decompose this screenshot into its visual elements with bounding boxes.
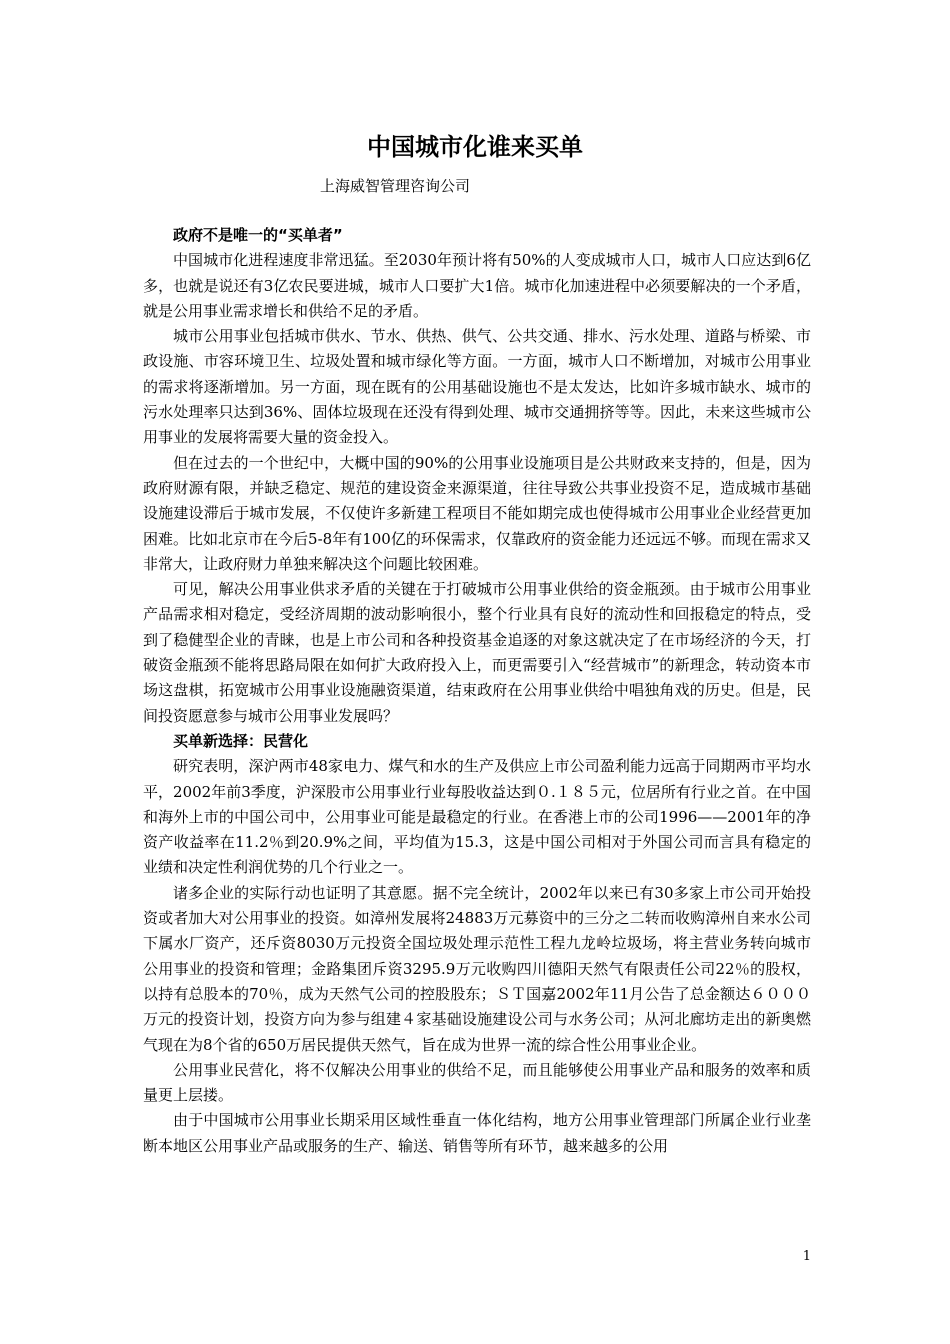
paragraph: 研究表明，深沪两市48家电力、煤气和水的生产及供应上市公司盈利能力远高于同期两市平均水平，2002年前3季度，沪深股市公用事业行业每股收益达到０.１８５元，位居所有行业之首。在中国和海外上市的中国公司中，公用事业可能是最稳定的行业。在香港上市的公司1996——2001年的净资产收益率在11.2％到20.9%之间，平均值为15.3，这是中国公司相对于外国公司而言具有稳定的业绩和决定性利润优势的几个行业之一。 — [143, 757, 811, 877]
paragraph: 城市公用事业包括城市供水、节水、供热、供气、公共交通、排水、污水处理、道路与桥梁、市政设施、市容环境卫生、垃圾处置和城市绿化等方面。一方面，城市人口不断增加，对城市公用事业的需求将逐渐增加。另一方面，现在既有的公用基础设施也不是太发达，比如许多城市缺水、城市的污水处理率只达到36%、固体垃圾现在还没有得到处理、城市交通拥挤等等。因此，未来这些城市公用事业的发展将需要大量的资金投入。 — [143, 327, 811, 447]
document-title: 中国城市化谁来买单 — [367, 133, 583, 161]
section-heading: 政府不是唯一的“买单者” — [173, 226, 343, 244]
document-author: 上海威智管理咨询公司 — [320, 177, 471, 195]
document-body — [143, 223, 811, 1159]
paragraph: 公用事业民营化，将不仅解决公用事业的供给不足，而且能够使公用事业产品和服务的效率和质量更上层搂。 — [143, 1060, 811, 1105]
paragraph: 中国城市化进程速度非常迅猛。至2030年预计将有50%的人变成城市人口，城市人口应达到6亿多，也就是说还有3亿农民要进城，城市人口要扩大1倍。城市化加速进程中必须要解决的一个矛盾，就是公用事业需求增长和供给不足的矛盾。 — [143, 251, 811, 320]
paragraph: 可见，解决公用事业供求矛盾的关键在于打破城市公用事业供给的资金瓶颈。由于城市公用事业产品需求相对稳定，受经济周期的波动影响很小，整个行业具有良好的流动性和回报稳定的特点，受到了稳健型企业的青睐，也是上市公司和各种投资基金追逐的对象这就决定了在市场经济的今天，打破资金瓶颈不能将思路局限在如何扩大政府投入上，而更需要引入“经营城市”的新理念，转动资本市场这盘棋，拓宽城市公用事业设施融资渠道，结束政府在公用事业供给中唱独角戏的历史。但是，民间投资愿意参与城市公用事业发展吗？ — [143, 580, 811, 725]
page-number: 1 — [802, 1249, 811, 1264]
section-heading: 买单新选择：民营化 — [173, 731, 309, 750]
paragraph: 诸多企业的实际行动也证明了其意愿。据不完全统计，2002年以来已有30多家上市公司开始投资或者加大对公用事业的投资。如漳州发展将24883万元募资中的三分之二转而收购漳州自来水公司下属水厂资产，还斥资8030万元投资全国垃圾处理示范性工程九龙岭垃圾场，将主营业务转向城市公用事业的投资和管理；金路集团斥资3295.9万元收购四川德阳天然气有限责任公司22％的股权，以持有总股本的70％，成为天然气公司的控股股东；ＳＴ国嘉2002年11月公告了总金额达６０００万元的投资计划，投资方向为参与组建４家基础设施建设公司与水务公司；从河北廊坊走出的新奥燃气现在为8个省的650万居民提供天然气，旨在成为世界一流的综合性公用事业企业。 — [143, 883, 811, 1054]
paragraph: 由于中国城市公用事业长期采用区域性垂直一体化结构，地方公用事业管理部门所属企业行业垄断本地区公用事业产品或服务的生产、输送、销售等所有环节，越来越多的公用 — [143, 1111, 811, 1155]
paragraph: 但在过去的一个世纪中，大概中国的90%的公用事业设施项目是公共财政来支持的，但是，因为政府财源有限，并缺乏稳定、规范的建设资金来源渠道，往往导致公共事业投资不足，造成城市基础设施建设滞后于城市发展，不仅使许多新建工程项目不能如期完成也使得城市公用事业企业经营更加困难。比如北京市在今后5-8年有100亿的环保需求，仅靠政府的资金能力还远远不够。而现在需求又非常大，让政府财力单独来解决这个问题比较困难。 — [143, 453, 811, 573]
